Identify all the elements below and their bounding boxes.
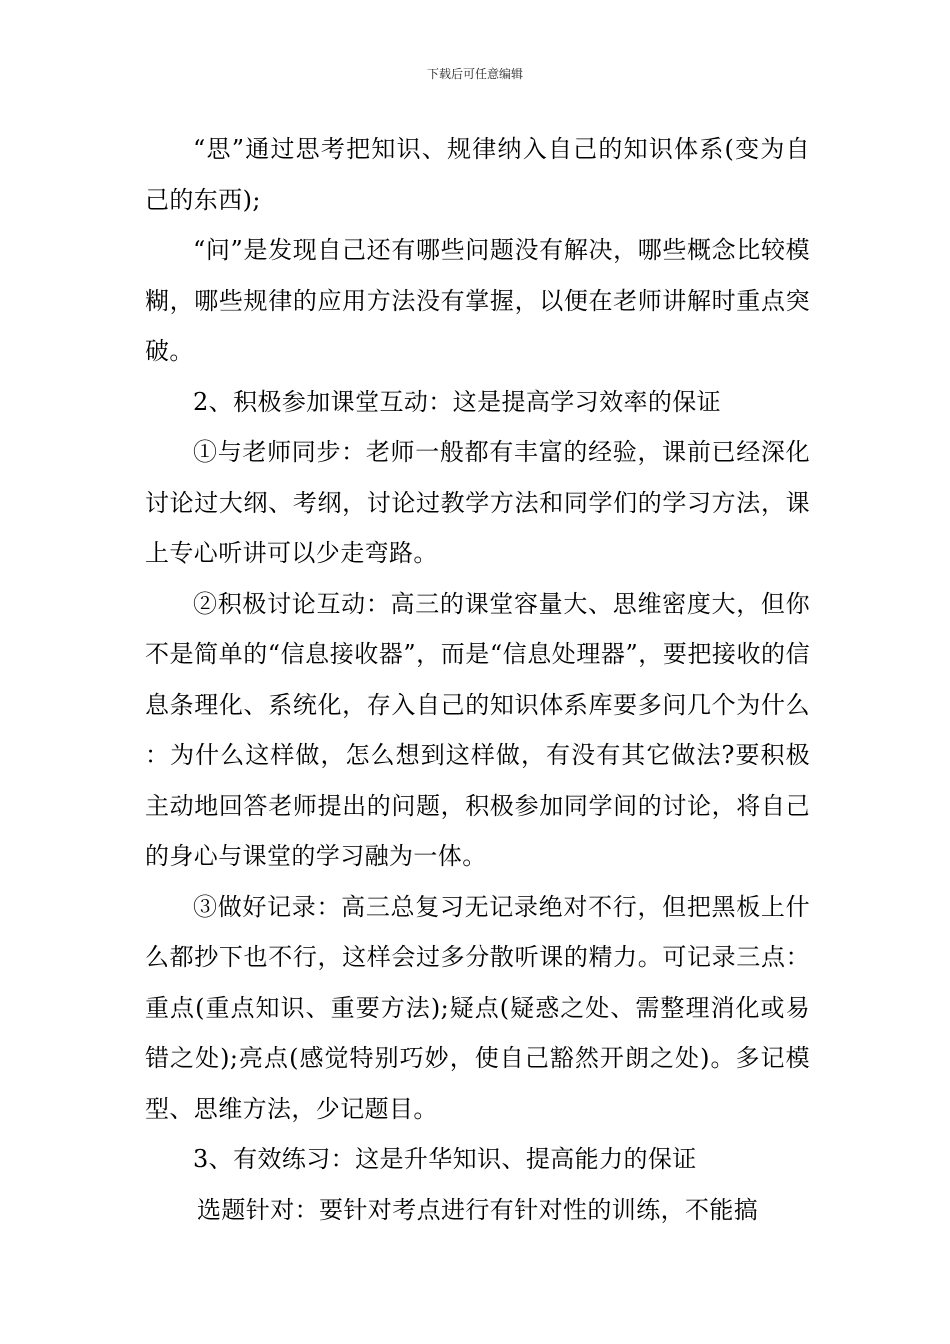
paragraph-sync-with-teacher: ①与老师同步：老师一般都有丰富的经验，课前已经深化讨论过大纲、考纲，讨论过教学方法和同学们的学习方法，课上专心听讲可以少走弯路。 bbox=[145, 438, 810, 567]
paragraph-ask: “问”是发现自己还有哪些问题没有解决，哪些概念比较模糊，哪些规律的应用方法没有掌握，以便在老师讲解时重点突破。 bbox=[145, 236, 810, 365]
paragraph-think: “思”通过思考把知识、规律纳入自己的知识体系(变为自己的东西); bbox=[145, 135, 810, 214]
section-heading-effective-practice: 3、有效练习：这是升华知识、提高能力的保证 bbox=[193, 1145, 697, 1173]
paragraph-take-notes: ③做好记录：高三总复习无记录绝对不行，但把黑板上什么都抄下也不行，这样会过多分散听课的精力。可记录三点：重点(重点知识、重要方法);疑点(疑惑之处、需整理消化或易错之处);亮点(感觉特别巧妙，使自己豁然开朗之处)。多记模型、思维方法，少记题目。 bbox=[145, 892, 810, 1123]
section-heading-classroom-interaction: 2、积极参加课堂互动：这是提高学习效率的保证 bbox=[193, 387, 722, 416]
paragraph-active-discussion: ②积极讨论互动：高三的课堂容量大、思维密度大，但你不是简单的“信息接收器”，而是“信息处理器”，要把接收的信息条理化、系统化，存入自己的知识体系库要多问几个为什么：为什么这样做，怎么想到这样做，有没有其它做法?要积极主动地回答老师提出的问题，积极参加同学间的讨论，将自己的身心与课堂的学习融为一体。 bbox=[145, 589, 810, 870]
document-body bbox=[145, 124, 810, 1235]
paragraph-targeted-selection: 选题针对：要针对考点进行有针对性的训练，不能搞 bbox=[197, 1195, 759, 1224]
download-note: 下载后可任意编辑 bbox=[426, 67, 523, 81]
